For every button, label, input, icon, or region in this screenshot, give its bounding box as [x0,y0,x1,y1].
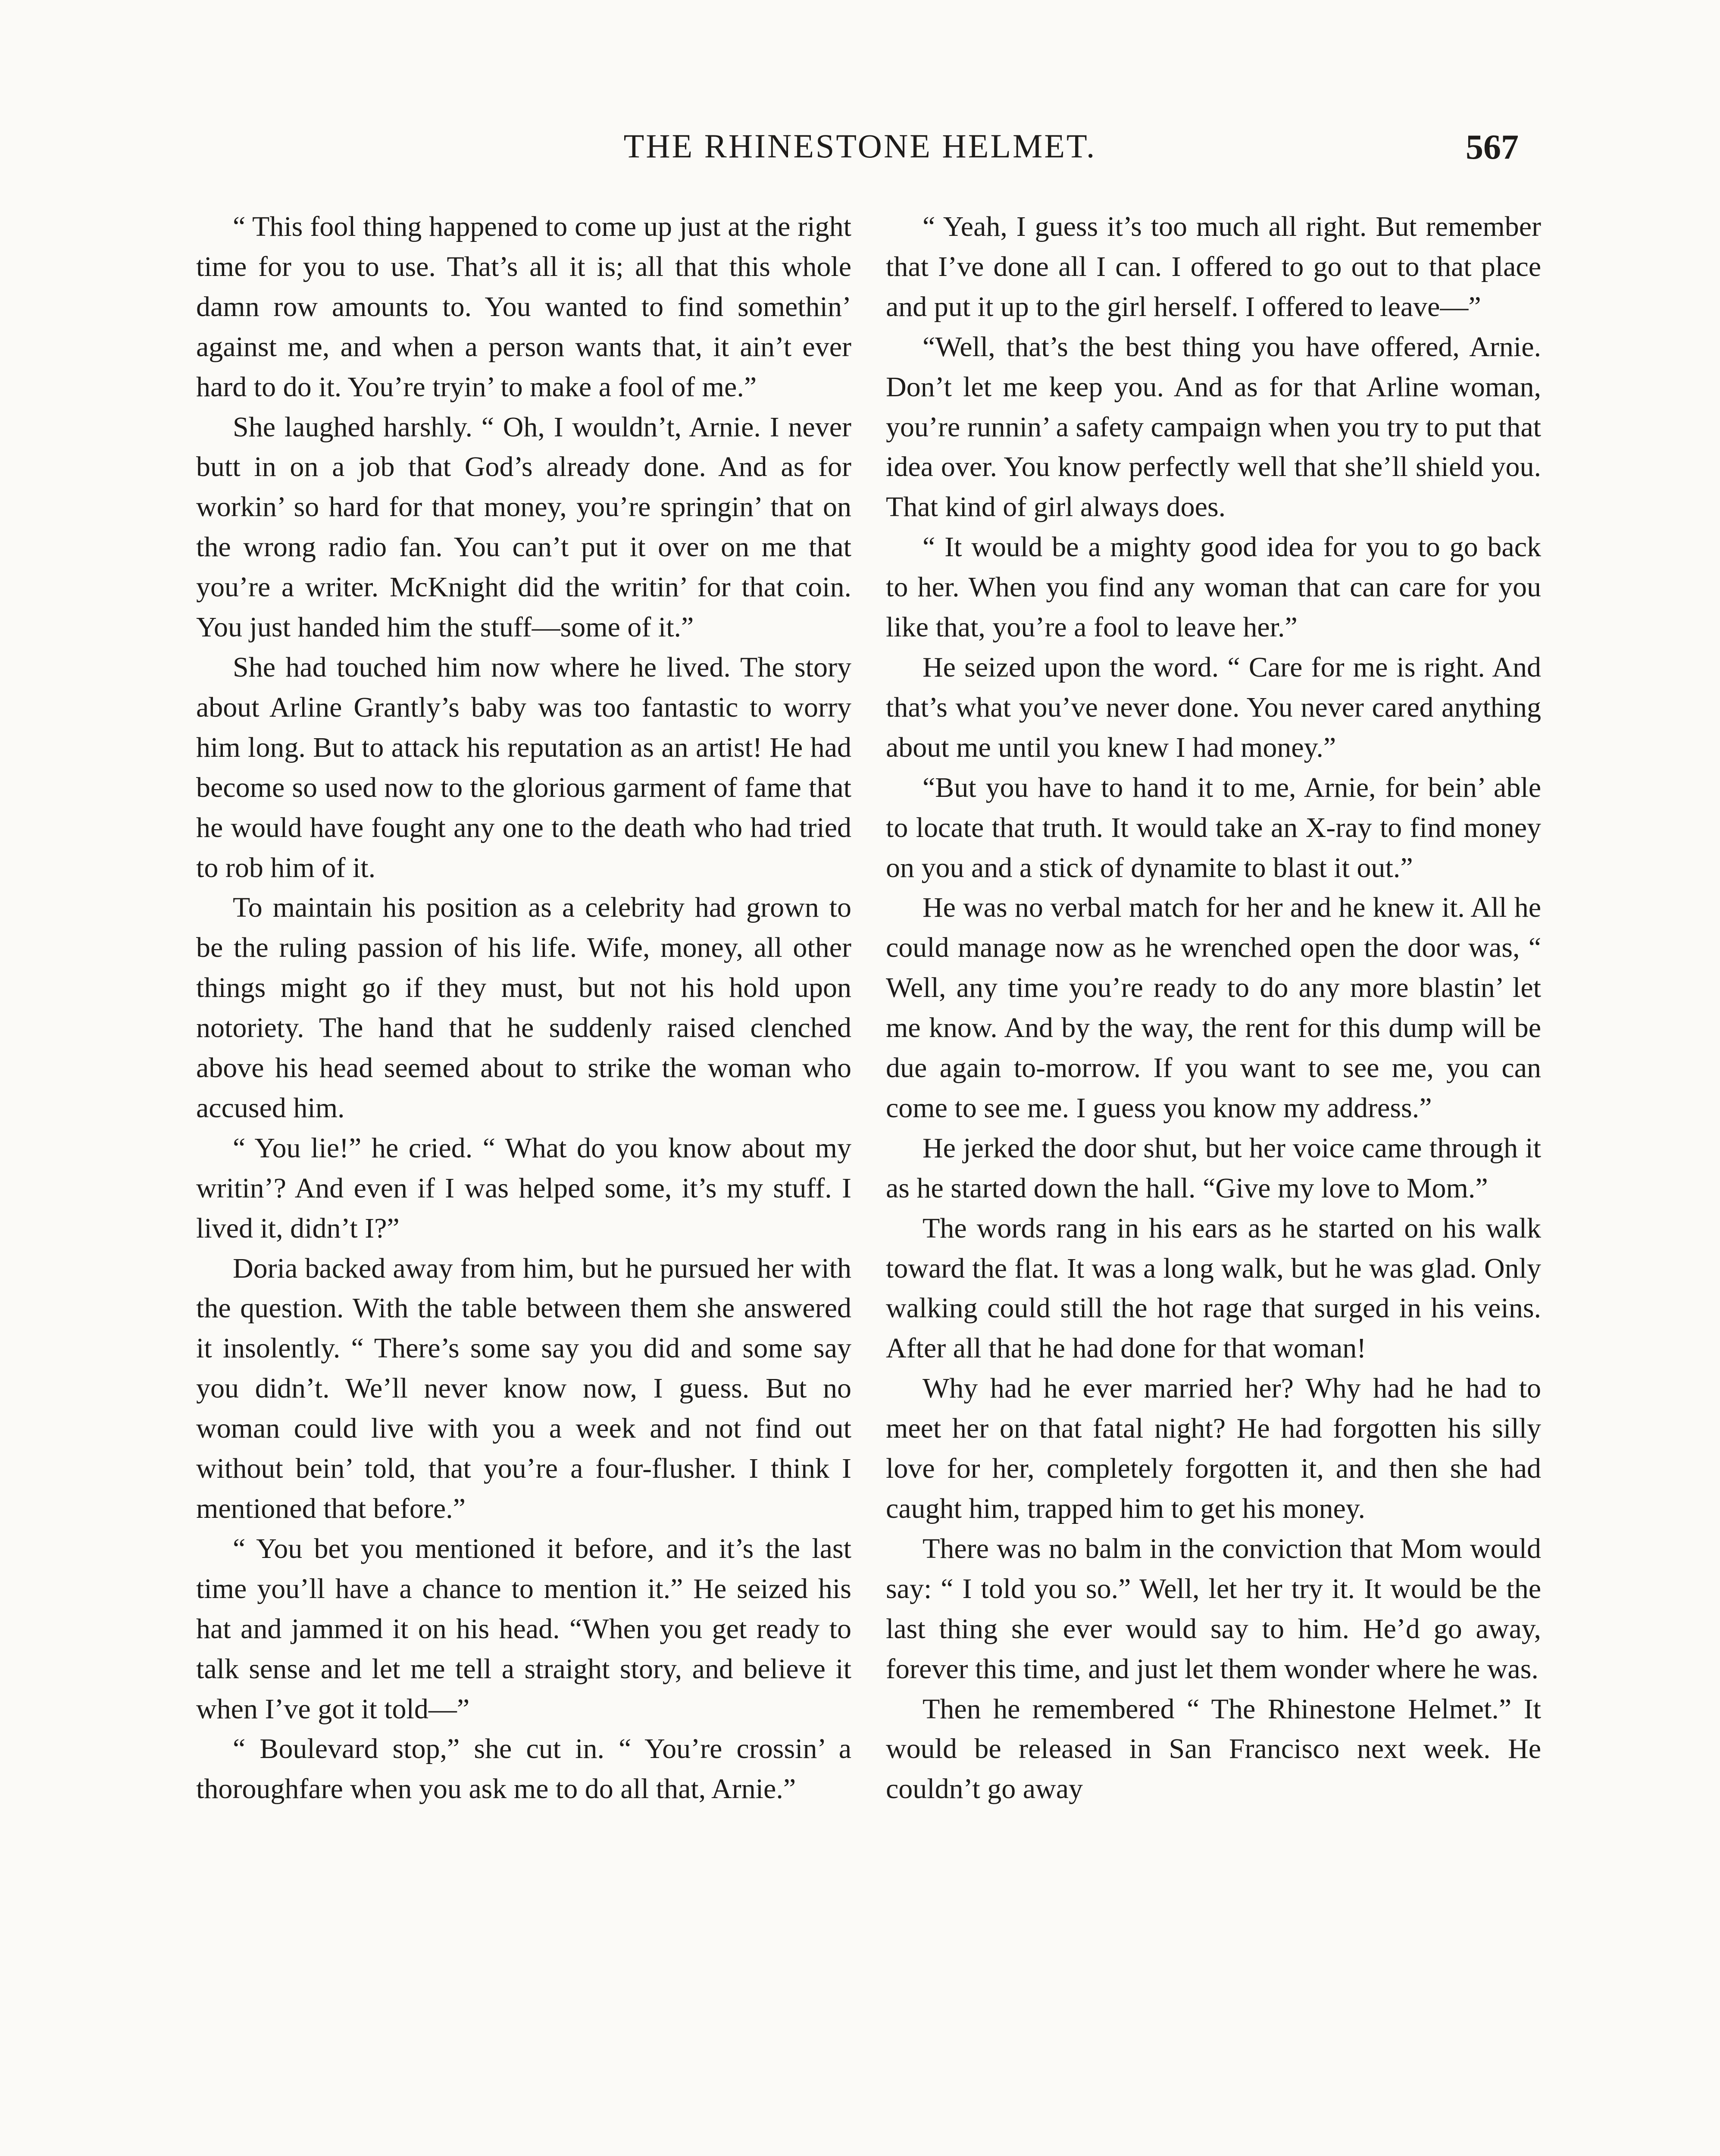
paragraph: There was no balm in the conviction that Mom would say: “ I told you so.” Well, let her try it. It would be the last thing she ever would say to him. He’d go away, forever this time, and just let them wonder where he was. [886,1532,1541,1685]
paragraph: Why had he ever married her? Why had he had to meet her on that fatal night? He had forgotten his silly love for her, completely forgotten it, and then she had caught him, trapped him to get his money. [886,1373,1541,1524]
paragraph: He jerked the door shut, but her voice came through it as he started down the hall. “Give my love to Mom.” [886,1132,1541,1204]
paragraph: He was no verbal match for her and he knew it. All he could manage now as he wrenched open the door was, “ Well, any time you’re ready to do any more blastin’ let me know. And by the way, the rent for this dump will be due again to-morrow. If you want to see me, you can come to see me. I guess you know my address.” [886,892,1541,1124]
paragraph: “Well, that’s the best thing you have offered, Arnie. Don’t let me keep you. And as for that Arline woman, you’re runnin’ a safety campaign when you try to put that idea over. You know perfectly well that she’ll shield you. That kind of girl always does. [886,331,1541,523]
paragraph: She laughed harshly. “ Oh, I wouldn’t, Arnie. I never butt in on a job that God’s already done. And as for workin’ so hard for that money, you’re springin’ that on the wrong radio fan. You can’t put it over on me that you’re a writer. McKnight did the writin’ for that coin. You just handed him the stuff—some of it.” [196,411,851,643]
paragraph: “ This fool thing happened to come up just at the right time for you to use. That’s all it is; all that this whole damn row amounts to. You wanted to find somethin’ against me, and when a person wants that, it ain’t ever hard to do it. You’re tryin’ to make a fool of me.” [196,211,851,403]
paragraph: “ Boulevard stop,” she cut in. “ You’re crossin’ a thoroughfare when you ask me to do all that, Arnie.” [196,1733,851,1805]
paragraph: She had touched him now where he lived. The story about Arline Grantly’s baby was too fantastic to worry him long. But to attack his reputation as an artist! He had become so used now to the glorious garment of fame that he would have fought any one to the death who had tried to rob him of it. [196,651,851,884]
paragraph: To maintain his position as a celebrity had grown to be the ruling passion of his life. Wife, money, all other things might go if they must, but not his hold upon notoriety. The hand that he suddenly raised clenched above his head seemed about to strike the woman who accused him. [196,892,851,1124]
page-number: 567 [1466,127,1519,166]
paragraph: Doria backed away from him, but he pursued her with the question. With the table between them she answered it insolently. “ There’s some say you did and some say you didn’t. We’ll never know now, I guess. But no woman could live with you a week and not find out without bein’ told, that you’re a four-flusher. I think I mentioned that before.” [196,1252,851,1524]
paragraph: The words rang in his ears as he started on his walk toward the flat. It was a long walk, but he was glad. Only walking could still the hot rage that surged in his veins. After all that he had done for that woman! [886,1212,1541,1364]
page-header-title: THE RHINESTONE HELMET. [623,127,1097,165]
text-column-left [196,207,851,1809]
paragraph: “ It would be a mighty good idea for you to go back to her. When you find any woman that can care for you like that, you’re a fool to leave her.” [886,531,1541,643]
paragraph: Then he remembered “ The Rhinestone Helmet.” It would be released in San Francisco next week. He couldn’t go away [886,1693,1541,1805]
paragraph: “ You lie!” he cried. “ What do you know about my writin’? And even if I was helped some, it’s my stuff. I lived it, didn’t I?” [196,1132,851,1244]
paragraph: “But you have to hand it to me, Arnie, for bein’ able to locate that truth. It would take an X-ray to find money on you and a stick of dynamite to blast it out.” [886,771,1541,884]
paragraph: “ You bet you mentioned it before, and it’s the last time you’ll have a chance to mention it.” He seized his hat and jammed it on his head. “When you get ready to talk sense and let me tell a straight story, and believe it when I’ve got it told—” [196,1532,851,1725]
paragraph: He seized upon the word. “ Care for me is right. And that’s what you’ve never done. You never cared anything about me until you knew I had money.” [886,651,1541,763]
text-column-right [886,207,1541,1809]
paragraph: “ Yeah, I guess it’s too much all right. But remember that I’ve done all I can. I offered to go out to that place and put it up to the girl herself. I offered to leave—” [886,211,1541,323]
